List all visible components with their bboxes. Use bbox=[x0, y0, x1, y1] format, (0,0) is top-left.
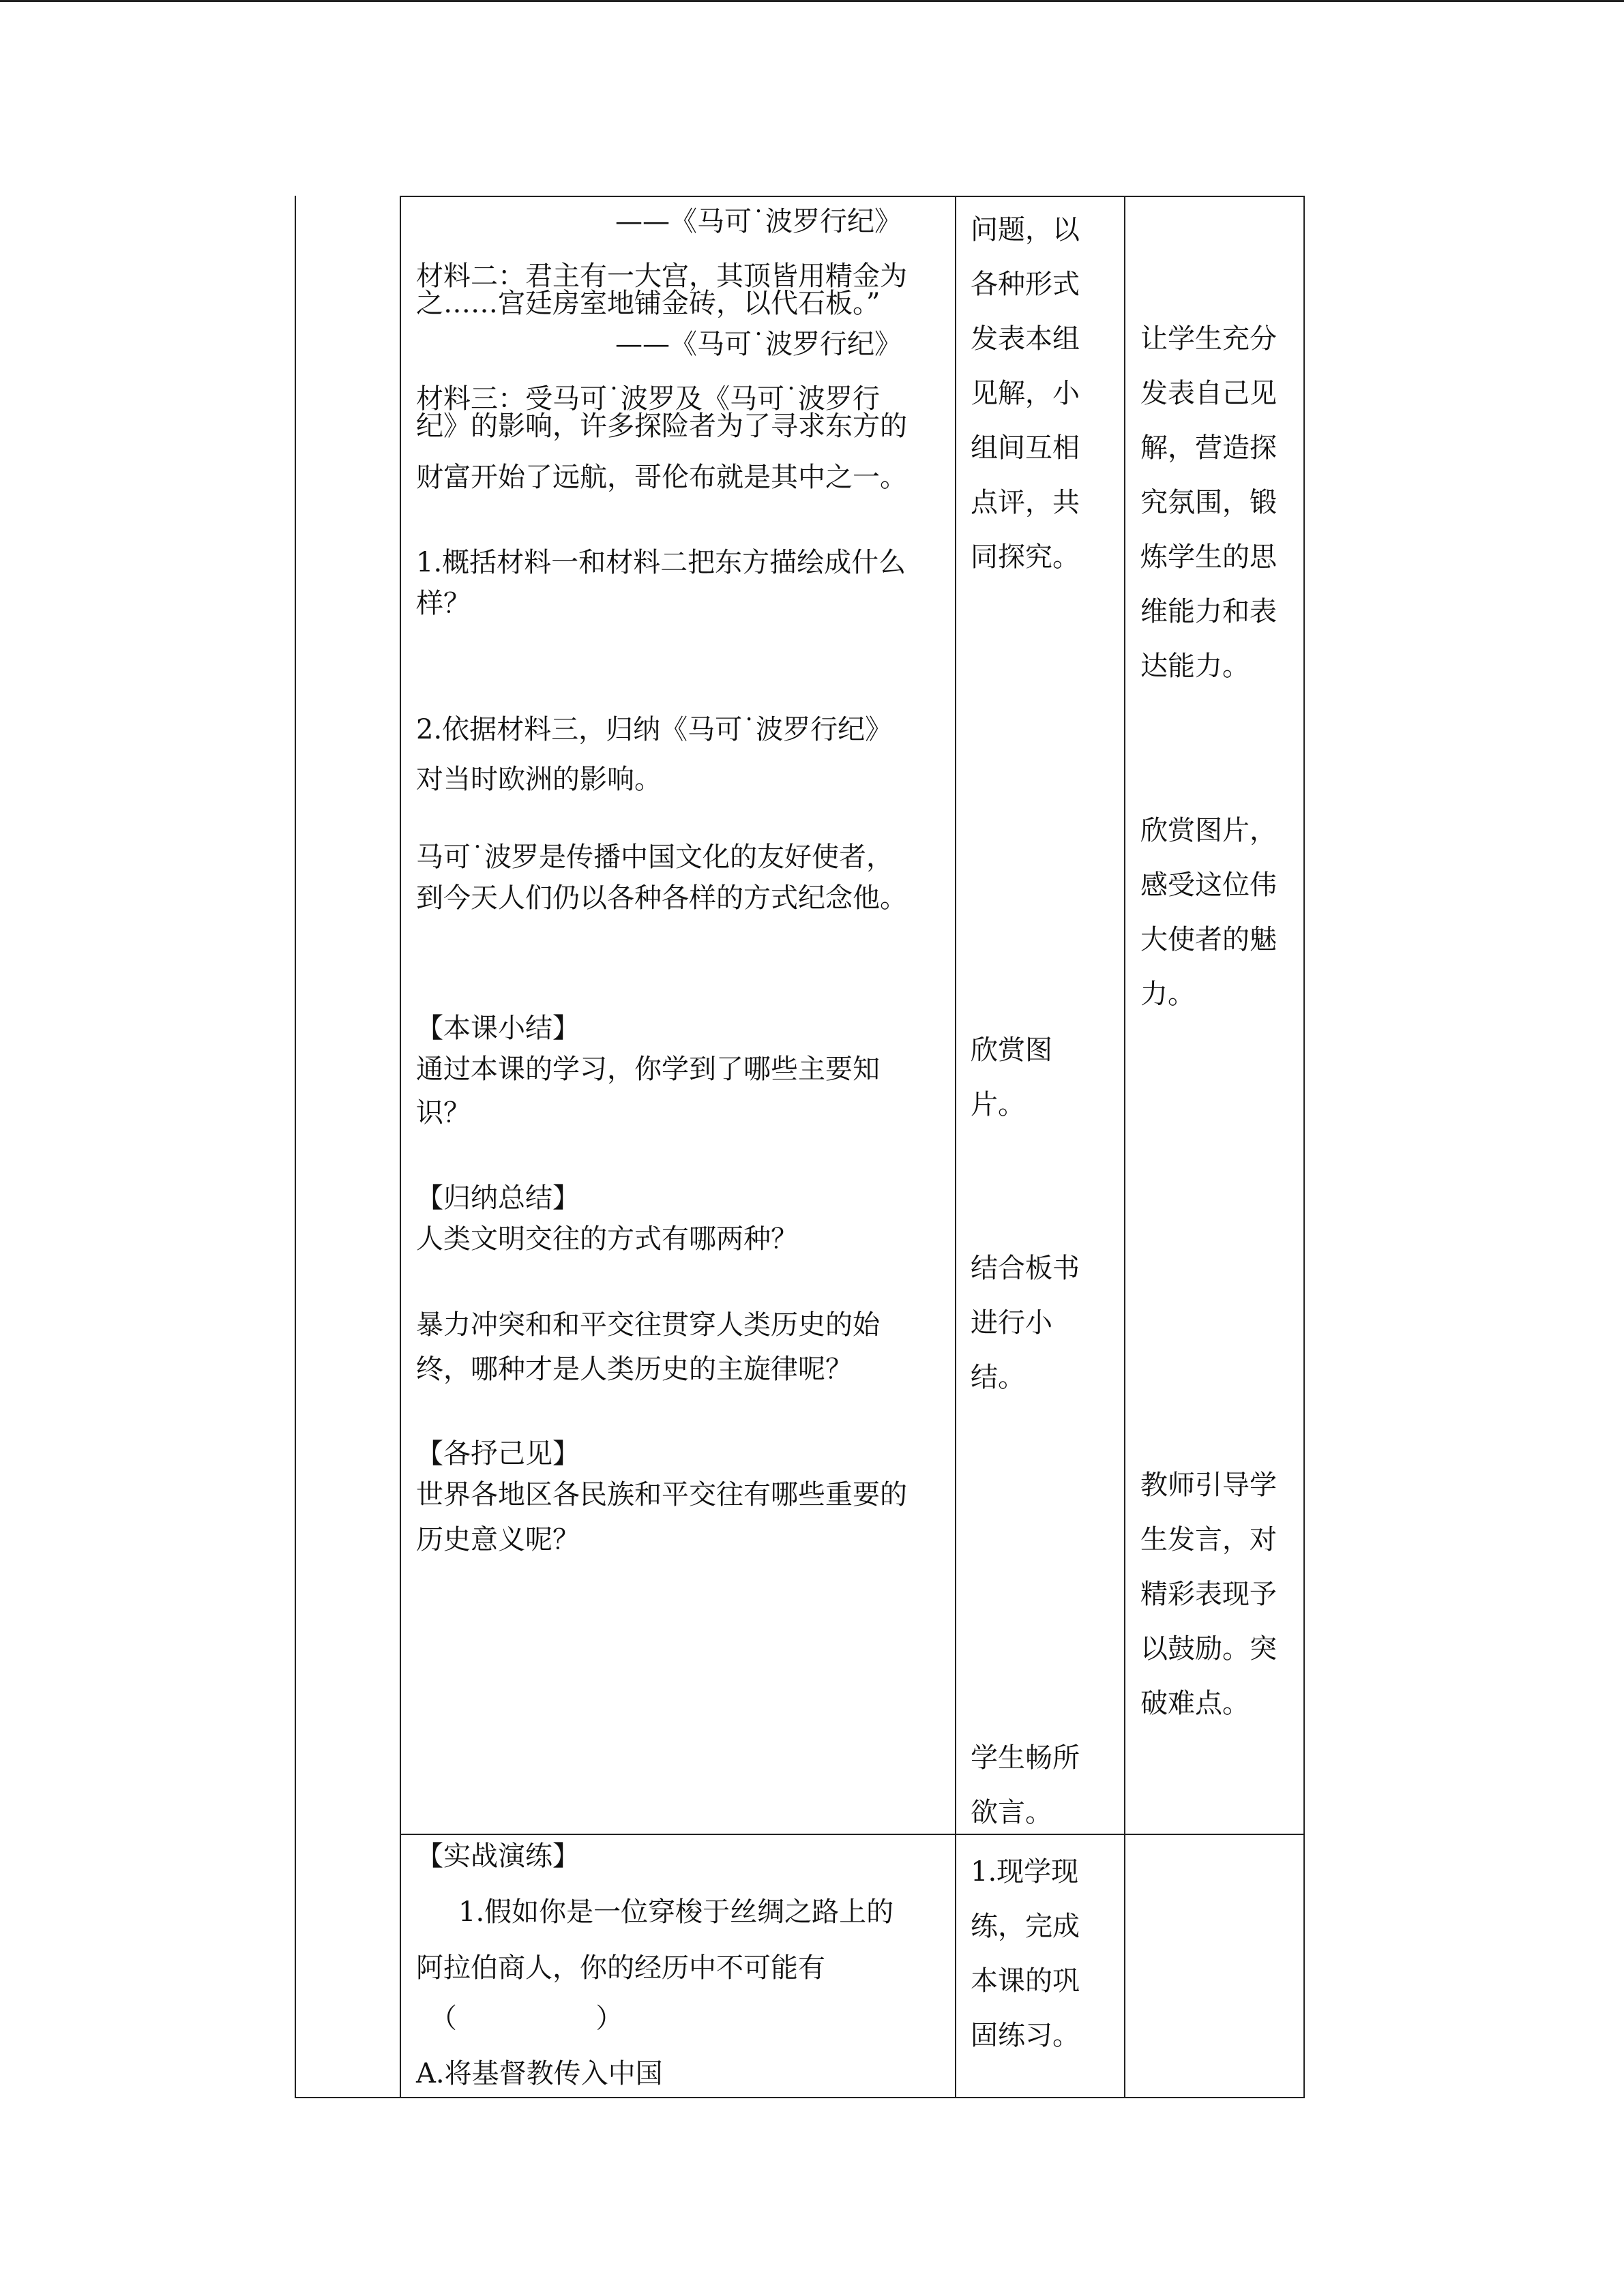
question-2: 2.依据材料三，归纳《马可˙波罗行纪》 bbox=[416, 714, 893, 745]
column-divider-2 bbox=[955, 196, 956, 2098]
question-1-cont: 样？ bbox=[416, 588, 471, 619]
text-line: 感受这位伟 bbox=[1140, 869, 1277, 901]
text-line: 人类文明交往的方式有哪两种？ bbox=[416, 1223, 798, 1255]
section-heading-induction: 【归纳总结】 bbox=[416, 1182, 580, 1214]
section-heading-opinions: 【各抒己见】 bbox=[416, 1438, 580, 1470]
text-line: 暴力冲突和和平交往贯穿人类历史的始 bbox=[416, 1309, 880, 1341]
text-line: 达能力。 bbox=[1140, 651, 1250, 682]
text-line: 同探究。 bbox=[971, 541, 1080, 573]
text-line: 大使者的魅 bbox=[1140, 924, 1277, 955]
text-line: 力。 bbox=[1140, 979, 1195, 1010]
section-heading-summary: 【本课小结】 bbox=[416, 1013, 580, 1044]
text-line: 点评，共 bbox=[971, 487, 1080, 518]
text-line: 马可˙波罗是传播中国文化的友好使者， bbox=[416, 841, 894, 873]
table-left-border bbox=[295, 196, 296, 2098]
text-line: 到今天人们仍以各种各样的方式纪念他。 bbox=[416, 882, 907, 914]
text-line: 片。 bbox=[971, 1089, 1025, 1120]
text-line: 欣赏图片， bbox=[1140, 815, 1277, 846]
answer-bracket: （ ） bbox=[430, 2003, 623, 2034]
text-line: 财富开始了远航，哥伦布就是其中之一。 bbox=[416, 462, 907, 493]
question-2-cont: 对当时欧洲的影响。 bbox=[416, 764, 662, 795]
practice-question: 1.假如你是一位穿梭于丝绸之路上的 bbox=[458, 1896, 894, 1928]
text-line: 究氛围，锻 bbox=[1140, 487, 1277, 518]
page-top-border bbox=[0, 0, 1624, 2]
text-line: 见解，小 bbox=[971, 378, 1080, 409]
text-line: 本课的巩 bbox=[971, 1965, 1080, 1997]
text-line: 各种形式 bbox=[971, 269, 1080, 300]
text-line: 维能力和表 bbox=[1140, 596, 1277, 627]
text-line: 解，营造探 bbox=[1140, 432, 1277, 464]
column-divider-3 bbox=[1124, 196, 1125, 2098]
source-citation: ——《马可˙波罗行纪》 bbox=[615, 329, 902, 360]
text-line: 破难点。 bbox=[1140, 1688, 1250, 1719]
text-line: 炼学生的思 bbox=[1140, 541, 1277, 573]
text-line: 发表自己见 bbox=[1140, 378, 1277, 409]
text-line: 材料三：受马可˙波罗及《马可˙波罗行 bbox=[416, 383, 880, 415]
text-line: 问题，以 bbox=[971, 214, 1080, 245]
text-line: 纪》的影响，许多探险者为了寻求东方的 bbox=[416, 411, 907, 442]
source-citation: ——《马可˙波罗行纪》 bbox=[615, 206, 902, 237]
question-1: 1.概括材料一和材料二把东方描绘成什么 bbox=[416, 547, 906, 578]
text-line: 发表本组 bbox=[971, 323, 1080, 355]
text-line: 生发言，对 bbox=[1140, 1524, 1277, 1555]
text-line: 世界各地区各民族和平交往有哪些重要的 bbox=[416, 1479, 907, 1510]
text-line: 识？ bbox=[416, 1097, 471, 1129]
table-right-border bbox=[1303, 196, 1305, 2098]
text-line: 以鼓励。突 bbox=[1140, 1633, 1277, 1665]
section-heading-practice: 【实战演练】 bbox=[416, 1840, 580, 1872]
column-divider-1 bbox=[400, 196, 401, 2098]
option-a: A.将基督教传入中国 bbox=[416, 2058, 663, 2089]
text-line: 结。 bbox=[971, 1362, 1025, 1393]
text-line: 固练习。 bbox=[971, 2020, 1080, 2051]
text-line: 历史意义呢？ bbox=[416, 1524, 580, 1555]
text-line: 精彩表现予 bbox=[1140, 1579, 1277, 1610]
text-line: 1.现学现 bbox=[971, 1856, 1079, 1888]
text-line: 组间互相 bbox=[971, 432, 1080, 464]
text-line: 结合板书 bbox=[971, 1253, 1080, 1284]
text-line: 材料二：君主有一大宫，其顶皆用精金为 bbox=[416, 260, 907, 292]
text-line: 欲言。 bbox=[971, 1797, 1052, 1828]
text-line: 通过本课的学习，你学到了哪些主要知 bbox=[416, 1054, 880, 1085]
text-line: 欣赏图 bbox=[971, 1034, 1052, 1066]
text-line: 让学生充分 bbox=[1140, 323, 1277, 355]
text-line: 练，完成 bbox=[971, 1911, 1080, 1942]
text-line: 教师引导学 bbox=[1140, 1470, 1277, 1501]
text-line: 进行小 bbox=[971, 1307, 1052, 1339]
text-line: 学生畅所 bbox=[971, 1742, 1080, 1774]
practice-question-cont: 阿拉伯商人，你的经历中不可能有 bbox=[416, 1952, 825, 1984]
text-line: 之……宫廷房室地铺金砖，以代石板。” bbox=[416, 288, 881, 319]
text-line: 终，哪种才是人类历史的主旋律呢？ bbox=[416, 1354, 853, 1385]
